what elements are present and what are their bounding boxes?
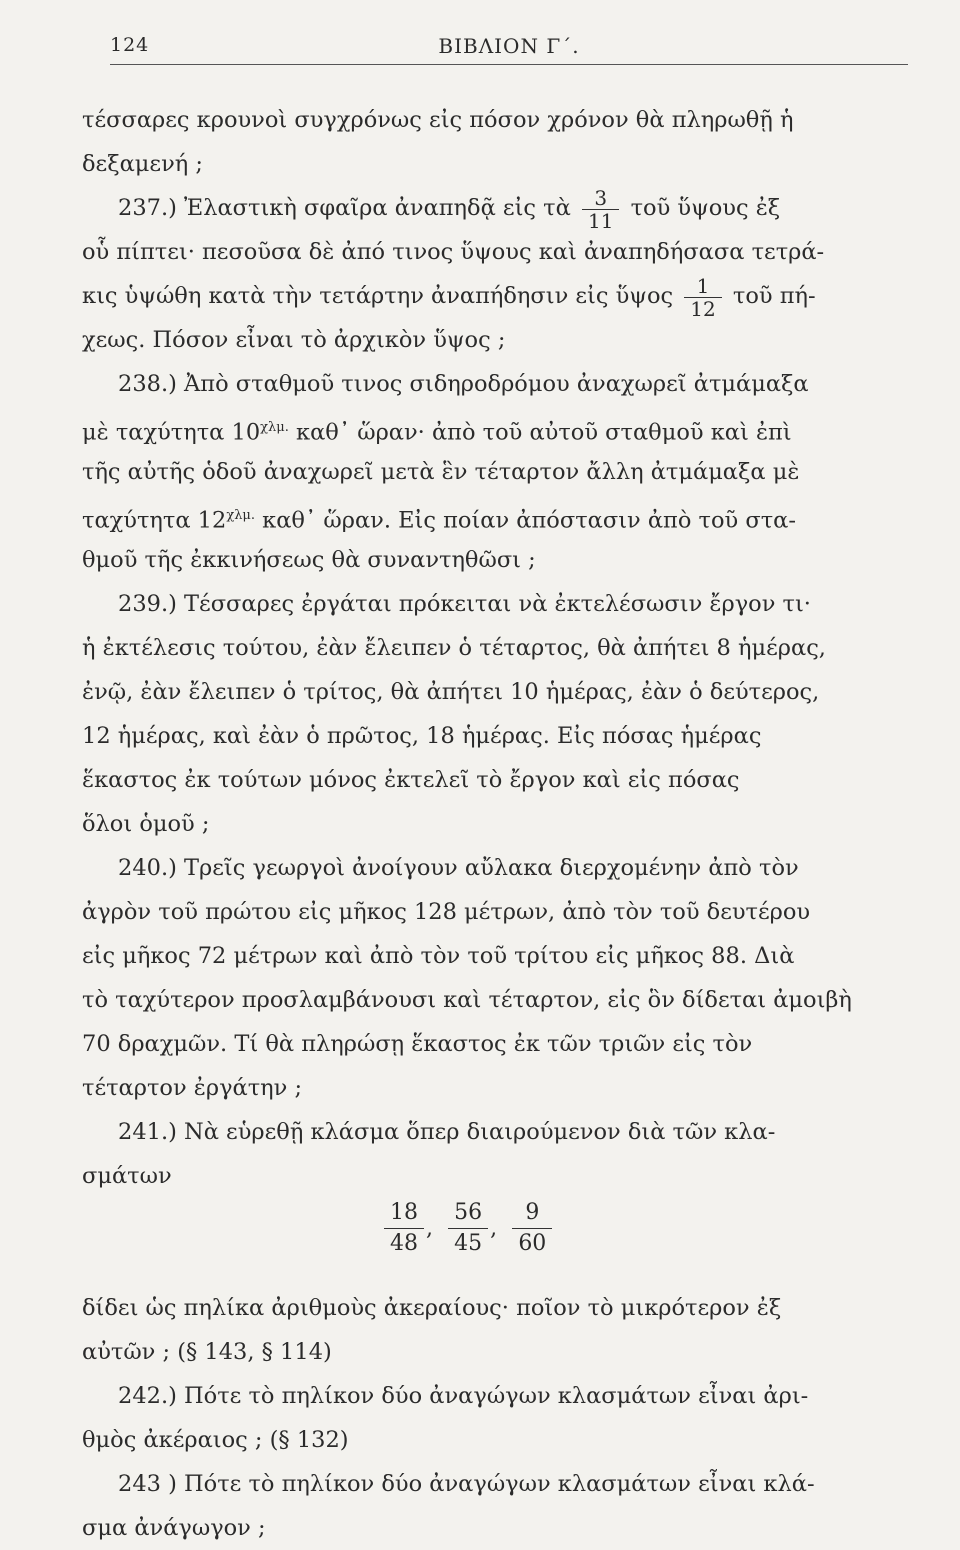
fraction-denominator: 11	[587, 208, 614, 230]
text-segment: καθ᾽ ὥραν. Εἰς ποίαν ἀπόστασιν ἀπὸ τοῦ στα-	[255, 507, 796, 534]
text-segment: μὲ ταχύτητα 10	[82, 419, 261, 446]
text-line: 242.) Πότε τὸ πηλίκον δύο ἀναγώγων κλασμάτων εἶναι ἀρι-	[118, 1383, 809, 1409]
text-segment: ταχύτητα 12	[82, 507, 227, 534]
text-segment: τοῦ ὕψους ἐξ	[630, 195, 781, 221]
fraction-numerator: 56	[448, 1198, 488, 1229]
fraction-numerator: 18	[384, 1198, 424, 1229]
page-number: 124	[110, 34, 150, 56]
text-segment: κις ὑψώθη κατὰ τὴν τετάρτην ἀναπήδησιν εἰς ὕψος	[82, 283, 674, 309]
text-segment: καθ᾽ ὥραν· ἀπὸ τοῦ αὐτοῦ σταθμοῦ καὶ ἐπὶ	[288, 419, 792, 446]
unit-superscript: χλμ.	[226, 508, 256, 523]
text-line: 241.) Νὰ εὑρεθῇ κλάσμα ὅπερ διαιρούμενον διὰ τῶν κλα-	[118, 1119, 776, 1145]
text-line: τέσσαρες κρουνοὶ συγχρόνως εἰς πόσον χρόνον θὰ πληρωθῇ ἡ	[82, 107, 794, 133]
problem-237-line	[82, 274, 860, 318]
fraction-numerator: 9	[512, 1198, 552, 1229]
text-line: τῆς αὐτῆς ὁδοῦ ἀναχωρεῖ μετὰ ἓν τέταρτον ἄλλη ἀτμάμαξα μὲ	[82, 459, 800, 485]
fraction	[512, 1198, 552, 1259]
text-line: 238.) Ἀπὸ σταθμοῦ τινος σιδηροδρόμου ἀναχωρεῖ ἀτμάμαξα	[118, 371, 809, 397]
fraction-denominator: 45	[454, 1231, 483, 1256]
text-line: θμὸς ἀκέραιος ; (§ 132)	[82, 1427, 349, 1453]
fraction-denominator: 48	[390, 1231, 418, 1256]
text-line: δεξαμενή ;	[82, 151, 203, 177]
fractions-display	[82, 1198, 860, 1286]
problem-238-line	[82, 494, 860, 538]
fraction	[684, 275, 721, 319]
fraction	[384, 1198, 424, 1259]
text-line: 70 δραχμῶν. Τί θὰ πληρώσῃ ἕκαστος ἐκ τῶν τριῶν εἰς τὸν	[82, 1031, 753, 1057]
running-head: ΒΙΒΛΙΟΝ Γ΄.	[438, 34, 580, 58]
text-line: σμα ἀνάγωγον ;	[82, 1515, 266, 1541]
fraction-denominator: 60	[518, 1231, 547, 1256]
text-line: 239.) Τέσσαρες ἐργάται πρόκειται νὰ ἐκτελέσωσιν ἔργον τι·	[118, 591, 811, 617]
page-header	[110, 34, 908, 62]
text-line: ἀγρὸν τοῦ πρώτου εἰς μῆκος 128 μέτρων, ἀπὸ τὸν τοῦ δευτέρου	[82, 899, 811, 925]
text-line: τὸ ταχύτερον προσλαμβάνουσι καὶ τέταρτον, εἰς ὃν δίδεται ἀμοιβὴ	[82, 987, 852, 1013]
text-line: ἡ ἐκτέλεσις τούτου, ἐὰν ἔλειπεν ὁ τέταρτος, θὰ ἀπήτει 8 ἡμέρας,	[82, 635, 826, 661]
text-line: χεως. Πόσον εἶναι τὸ ἀρχικὸν ὕψος ;	[82, 327, 506, 353]
comma-separator: ,	[490, 1215, 498, 1241]
text-segment: τοῦ πή-	[732, 283, 816, 309]
problem-238-line	[82, 406, 860, 450]
text-line: ἕκαστος ἐκ τούτων μόνος ἐκτελεῖ τὸ ἔργον καὶ εἰς πόσας	[82, 767, 740, 793]
fraction	[448, 1198, 488, 1259]
text-line: θμοῦ τῆς ἐκκινήσεως θὰ συναντηθῶσι ;	[82, 547, 536, 573]
page-body	[82, 98, 860, 1550]
fraction	[582, 187, 619, 231]
text-line: οὗ πίπτει· πεσοῦσα δὲ ἀπό τινος ὕψους καὶ ἀναπηδήσασα τετρά-	[82, 239, 825, 265]
fraction-numerator: 3	[582, 187, 619, 210]
fraction-numerator: 1	[684, 275, 721, 298]
unit-superscript: χλμ.	[260, 420, 289, 435]
text-line: 12 ἡμέρας, καὶ ἐὰν ὁ πρῶτος, 18 ἡμέρας. Εἰς πόσας ἡμέρας	[82, 723, 762, 749]
text-line: 243 ) Πότε τὸ πηλίκον δύο ἀναγώγων κλασμάτων εἶναι κλά-	[118, 1471, 815, 1497]
text-line: αὐτῶν ; (§ 143, § 114)	[82, 1339, 332, 1365]
fraction-denominator: 12	[690, 296, 716, 318]
comma-separator: ,	[426, 1215, 433, 1241]
text-line: ὅλοι ὁμοῦ ;	[82, 811, 210, 837]
text-line: δίδει ὡς πηλίκα ἀριθμοὺς ἀκεραίους· ποῖον τὸ μικρότερον ἐξ	[82, 1295, 782, 1321]
text-line: ἐνῷ, ἐὰν ἔλειπεν ὁ τρίτος, θὰ ἀπήτει 10 ἡμέρας, ἐὰν ὁ δεύτερος,	[82, 679, 820, 705]
text-segment: 237.) Ἐλαστικὴ σφαῖρα ἀναπηδᾷ εἰς τὰ	[118, 195, 571, 221]
header-rule	[110, 64, 908, 65]
text-line: τέταρτον ἐργάτην ;	[82, 1075, 303, 1101]
text-line: 240.) Τρεῖς γεωργοὶ ἀνοίγουν αὔλακα διερχομένην ἀπὸ τὸν	[118, 855, 799, 881]
problem-237-line	[82, 186, 860, 230]
text-line: σμάτων	[82, 1163, 172, 1189]
text-line: εἰς μῆκος 72 μέτρων καὶ ἀπὸ τὸν τοῦ τρίτου εἰς μῆκος 88. Διὰ	[82, 943, 795, 969]
